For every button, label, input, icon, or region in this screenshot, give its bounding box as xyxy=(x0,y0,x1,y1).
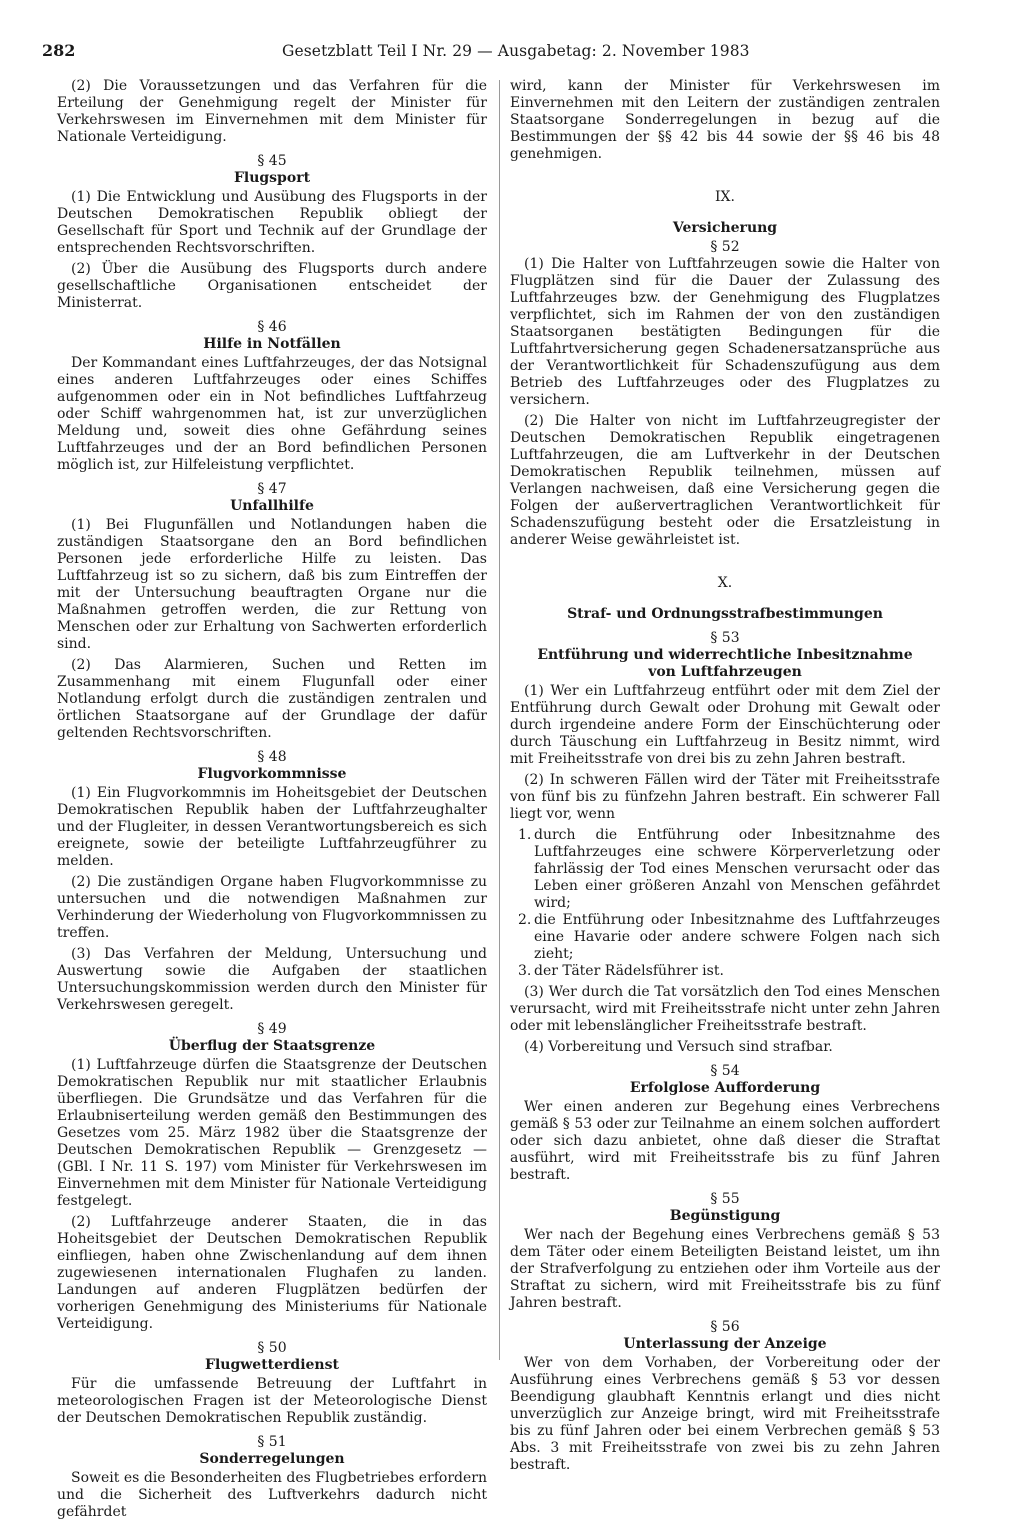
paragraph: (1) Wer ein Luftfahrzeug entführt oder mit dem Ziel der Entführung durch Gewalt oder Drohung mit Gewalt oder durch irgendeine andere Form der Einschüchterung oder durch Täuschung ein Luftfahrzeug in Besitz nimmt, wird mit Freiheitsstrafe von drei bis zu zehn Jahren bestraft. xyxy=(510,683,940,767)
paragraph: Wer nach der Begehung eines Verbrechens gemäß § 53 dem Täter oder einem Beteiligten Beistand leistet, um ihn der Strafverfolgung zu entziehen oder ihm Vorteile aus der Straftat zu sichern, wird mit Freiheitsstrafe bis zu fünf Jahren bestraft. xyxy=(510,1227,940,1311)
section-title: Hilfe in Notfällen xyxy=(203,336,341,352)
section-number: § 49 xyxy=(257,1021,287,1037)
paragraph: (3) Das Verfahren der Meldung, Untersuchung und Auswertung sowie die Aufgaben der staatlichen Untersuchungskommission werden durch den Minister für Verkehrswesen geregelt. xyxy=(57,946,487,1013)
paragraph: (1) Luftfahrzeuge dürfen die Staatsgrenze der Deutschen Demokratischen Republik nur mit staatlicher Erlaubnis überfliegen. Die Grundsätze und das Verfahren für die Erlaubniserteilung werden gemäß den Bestimmungen des Gesetzes vom 25. März 1982 über die Staatsgrenze der Deutschen Demokratischen Republik — Grenzgesetz — (GBl. I Nr. 11 S. 197) vom Minister für Verkehrswesen im Einvernehmen mit dem Minister für Nationale Verteidigung festgelegt. xyxy=(57,1057,487,1209)
section-title: Überflug der Staatsgrenze xyxy=(168,1038,376,1054)
chapter-number: IX. xyxy=(715,189,735,205)
section-number: § 51 xyxy=(257,1434,287,1450)
page-header xyxy=(42,40,992,64)
section-number: § 56 xyxy=(710,1319,740,1335)
section-title-line: Entführung und widerrechtliche Inbesitznahme xyxy=(537,647,913,663)
section-title: Flugsport xyxy=(233,170,311,186)
list-item-number: 1. xyxy=(518,827,532,843)
list-item-text: der Täter Rädelsführer ist. xyxy=(534,963,724,979)
section-number: § 53 xyxy=(710,630,740,646)
section-number: § 55 xyxy=(710,1191,740,1207)
paragraph: Wer einen anderen zur Begehung eines Verbrechens gemäß § 53 oder zur Teilnahme an einem solchen auffordert oder sich dazu anbietet, ohne daß dieser die Straftat ausführt, wird mit Freiheitsstrafe bis zu fünf Jahren bestraft. xyxy=(510,1099,940,1183)
paragraph: (1) Bei Flugunfällen und Notlandungen haben die zuständigen Staatsorgane den an Bord befindlichen Personen jede erforderliche Hilfe zu leisten. Das Luftfahrzeug ist so zu sichern, daß bis zum Eintreffen der mit der Untersuchung beauftragten Organe nur die Maßnahmen getroffen werden, die zur Rettung von Menschen oder zur Erhaltung von Sachwerten erforderlich sind. xyxy=(57,517,487,652)
list-item xyxy=(510,912,940,963)
chapter-title: Versicherung xyxy=(672,220,778,236)
paragraph: (1) Die Halter von Luftfahrzeugen sowie die Halter von Flugplätzen sind für die Dauer der Zulassung des Luftfahrzeuges bzw. der Genehmigung des Flugplatzes verpflichtet, sich im Rahmen der von den zuständigen Staatsorganen bestätigten Bedingungen für die Luftfahrtversicherung gegen Schadenersatzansprüche aus der Verantwortlichkeit für Schadenszufügung aus dem Betrieb des Luftfahrzeuges oder des Flugplatzes zu versichern. xyxy=(510,256,940,408)
section-title xyxy=(510,664,940,681)
section-title: Unfallhilfe xyxy=(230,498,314,514)
chapter-number: X. xyxy=(717,575,733,591)
section-number: § 54 xyxy=(710,1063,740,1079)
list-item-text: durch die Entführung oder Inbesitznahme des Luftfahrzeuges eine schwere Körperverletzung oder fahrlässig der Tod eines Menschen verursacht oder das Leben einer größeren Anzahl von Menschen gefährdet wird; xyxy=(534,827,940,911)
page-number: 282 xyxy=(42,41,76,60)
section-number: § 50 xyxy=(257,1340,287,1356)
paragraph: (2) Die Halter von nicht im Luftfahrzeugregister der Deutschen Demokratischen Republik eingetragenen Luftfahrzeugen, die am Luftverkehr in der Deutschen Demokratischen Republik teilnehmen, müssen auf Verlangen nachweisen, daß eine Versicherung gegen die Folgen der außervertraglichen Verantwortlichkeit für Schadenszufügung besteht oder die Ersatzleistung in anderer Weise gewährleistet ist. xyxy=(510,413,940,548)
paragraph: (2) Das Alarmieren, Suchen und Retten im Zusammenhang mit einem Flugunfall oder einer Notlandung erfolgt durch die zuständigen zentralen und örtlichen Staatsorgane auf der Grundlage der dafür geltenden Rechtsvorschriften. xyxy=(57,657,487,741)
section-number: § 48 xyxy=(257,749,287,765)
section-title: Flugwetterdienst xyxy=(205,1357,339,1373)
section-title xyxy=(510,647,940,664)
numbered-list xyxy=(510,827,940,980)
paragraph: Der Kommandant eines Luftfahrzeuges, der das Notsignal eines anderen Luftfahrzeuges oder eines Schiffes aufgenommen oder ein in Not befindliches Luftfahrzeug oder Schiff wahrgenommen hat, ist zur unverzüglichen Meldung und, soweit dies ohne Gefährdung seines Luftfahrzeuges und der an Bord befindlichen Personen möglich ist, zur Hilfeleistung verpflichtet. xyxy=(57,355,487,473)
paragraph: (2) Über die Ausübung des Flugsports durch andere gesellschaftliche Organisationen entscheidet der Ministerrat. xyxy=(57,261,487,311)
section-title: Unterlassung der Anzeige xyxy=(623,1336,827,1352)
paragraph: Für die umfassende Betreuung der Luftfahrt in meteorologischen Fragen ist der Meteorologische Dienst der Deutschen Demokratischen Republik zuständig. xyxy=(57,1376,487,1426)
section-title: Begünstigung xyxy=(669,1208,781,1224)
paragraph: Wer von dem Vorhaben, der Vorbereitung oder der Ausführung eines Verbrechens gemäß § 53 vor dessen Beendigung glaubhaft Kenntnis erlangt und dies nicht unverzüglich zur Anzeige bringt, wird mit Freiheitsstrafe bis zu fünf Jahren oder bei einem Verbrechen gemäß § 53 Abs. 3 mit Freiheitsstrafe von zwei bis zu zehn Jahren bestraft. xyxy=(510,1355,940,1473)
list-item-number: 2. xyxy=(518,912,532,928)
section-number: § 52 xyxy=(710,239,740,255)
list-item-text: die Entführung oder Inbesitznahme des Luftfahrzeuges eine Havarie oder andere schwere Folgen nach sich zieht; xyxy=(534,912,940,962)
chapter-title: Straf- und Ordnungsstrafbestimmungen xyxy=(567,606,883,622)
paragraph: (2) Die zuständigen Organe haben Flugvorkommnisse zu untersuchen und die notwendigen Maßnahmen zur Verhinderung der Wiederholung von Flugvorkommnissen zu treffen. xyxy=(57,874,487,941)
left-column xyxy=(57,78,487,1525)
paragraph: wird, kann der Minister für Verkehrswesen im Einvernehmen mit den Leitern der zuständigen zentralen Staatsorgane Sonderregelungen in bezug auf die Bestimmungen der §§ 42 bis 44 sowie der §§ 46 bis 48 genehmigen. xyxy=(510,78,940,162)
list-item-number: 3. xyxy=(518,963,532,979)
list-item xyxy=(510,827,940,912)
paragraph: (2) Luftfahrzeuge anderer Staaten, die in das Hoheitsgebiet der Deutschen Demokratischen Republik einfliegen, haben ohne Zwischenlandung auf dem ihnen zugewiesenen internationalen Flughafen zu landen. Landungen auf anderen Flugplätzen bedürfen der vorherigen Genehmigung des Ministeriums für Nationale Verteidigung. xyxy=(57,1214,487,1332)
right-column xyxy=(510,78,940,1478)
section-title-line: von Luftfahrzeugen xyxy=(648,664,802,680)
section-title: Erfolglose Aufforderung xyxy=(629,1080,821,1096)
list-item xyxy=(510,963,940,980)
section-title: Sonderregelungen xyxy=(199,1451,345,1467)
section-number: § 45 xyxy=(257,153,287,169)
section-number: § 47 xyxy=(257,481,287,497)
running-title: Gesetzblatt Teil I Nr. 29 — Ausgabetag: 2. November 1983 xyxy=(282,42,750,60)
paragraph: (2) In schweren Fällen wird der Täter mit Freiheitsstrafe von fünf bis zu fünfzehn Jahren bestraft. Ein schwerer Fall liegt vor, wenn xyxy=(510,772,940,822)
column-divider xyxy=(499,80,500,1360)
paragraph: Soweit es die Besonderheiten des Flugbetriebes erfordern und die Sicherheit des Luftverkehrs dadurch nicht gefährdet xyxy=(57,1470,487,1520)
paragraph: (3) Wer durch die Tat vorsätzlich den Tod eines Menschen verursacht, wird mit Freiheitsstrafe nicht unter zehn Jahren oder mit lebenslänglicher Freiheitsstrafe bestraft. xyxy=(510,984,940,1034)
paragraph: (4) Vorbereitung und Versuch sind strafbar. xyxy=(524,1039,833,1055)
paragraph: (2) Die Voraussetzungen und das Verfahren für die Erteilung der Genehmigung regelt der Minister für Verkehrswesen im Einvernehmen mit dem Minister für Nationale Verteidigung. xyxy=(57,78,487,145)
paragraph: (1) Die Entwicklung und Ausübung des Flugsports in der Deutschen Demokratischen Republik obliegt der Gesellschaft für Sport und Technik auf der Grundlage der entsprechenden Rechtsvorschriften. xyxy=(57,189,487,256)
paragraph: (1) Ein Flugvorkommnis im Hoheitsgebiet der Deutschen Demokratischen Republik haben der Luftfahrzeughalter und der Flugleiter, in dessen Verantwortungsbereich es sich ereignete, sowie der beteiligte Luftfahrzeugführer zu melden. xyxy=(57,785,487,869)
section-title: Flugvorkommnisse xyxy=(197,766,347,782)
section-number: § 46 xyxy=(257,319,287,335)
